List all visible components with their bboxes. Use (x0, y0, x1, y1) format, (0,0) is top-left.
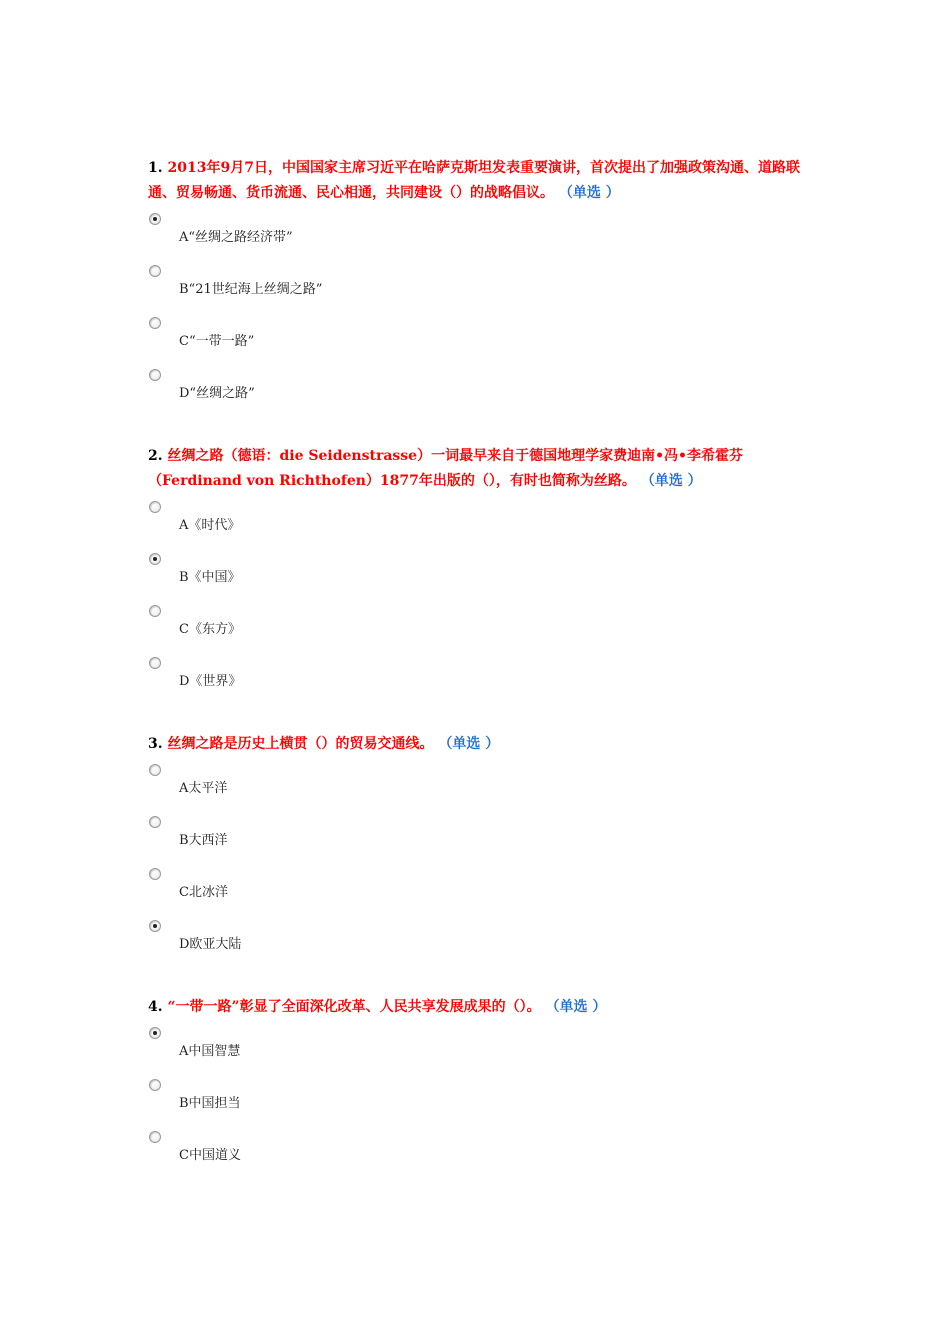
option-q1-c: C“一带一路” (179, 334, 255, 349)
radio-q2-c[interactable] (149, 605, 161, 617)
question-prompt: “一带一路”彰显了全面深化改革、人民共享发展成果的（）。 (167, 999, 541, 1015)
option-q3-b: B大西洋 (179, 833, 228, 848)
question-number: 4. (148, 999, 163, 1015)
option-q4-b: B中国担当 (179, 1096, 241, 1111)
radio-q2-a[interactable] (149, 501, 161, 513)
option-q1-d: D“丝绸之路” (179, 386, 255, 401)
option-q4-a: A中国智慧 (179, 1044, 241, 1059)
option-q3-c: C北冰洋 (179, 885, 228, 900)
question-prompt: 2013年9月7日，中国国家主席习近平在哈萨克斯坦发表重要演讲，首次提出了加强政策沟通、道路联通、贸易畅通、货币流通、民心相通，共同建设（）的战略倡议。 (148, 160, 800, 201)
question-type-label: （单选 ） (545, 999, 607, 1015)
question-number: 2. (148, 448, 163, 464)
option-q3-d: D欧亚大陆 (179, 937, 242, 952)
question-1-text (148, 156, 818, 206)
radio-q4-a[interactable] (149, 1027, 161, 1039)
question-type-label: （单选 ） (438, 736, 500, 752)
radio-q3-d[interactable] (149, 920, 161, 932)
question-3-text (148, 732, 818, 757)
question-number: 3. (148, 736, 163, 752)
radio-q2-b[interactable] (149, 553, 161, 565)
radio-q1-d[interactable] (149, 369, 161, 381)
radio-q3-b[interactable] (149, 816, 161, 828)
option-q1-b: B“21世纪海上丝绸之路” (179, 282, 323, 297)
radio-q3-a[interactable] (149, 764, 161, 776)
question-prompt: 丝绸之路（德语：die Seidenstrasse）一词最早来自于德国地理学家费迪南•冯•李希霍芬（Ferdinand von Richthofen）1877年出版的（），有时也简称为丝路。 (148, 448, 743, 489)
option-q2-a: A《时代》 (179, 518, 241, 533)
question-prompt: 丝绸之路是历史上横贯（）的贸易交通线。 (167, 736, 434, 752)
radio-q2-d[interactable] (149, 657, 161, 669)
option-q2-c: C《东方》 (179, 622, 241, 637)
option-q2-b: B《中国》 (179, 570, 241, 585)
radio-q1-c[interactable] (149, 317, 161, 329)
option-q2-d: D《世界》 (179, 674, 242, 689)
option-q3-a: A太平洋 (179, 781, 228, 796)
question-4-text (148, 995, 818, 1020)
question-type-label: （单选 ） (558, 185, 620, 201)
radio-q1-b[interactable] (149, 265, 161, 277)
radio-q4-b[interactable] (149, 1079, 161, 1091)
question-number: 1. (148, 160, 163, 176)
question-type-label: （单选 ） (640, 473, 702, 489)
option-q1-a: A“丝绸之路经济带” (179, 230, 293, 245)
option-q4-c: C中国道义 (179, 1148, 241, 1163)
question-2-text (148, 444, 788, 494)
radio-q1-a[interactable] (149, 213, 161, 225)
radio-q4-c[interactable] (149, 1131, 161, 1143)
radio-q3-c[interactable] (149, 868, 161, 880)
